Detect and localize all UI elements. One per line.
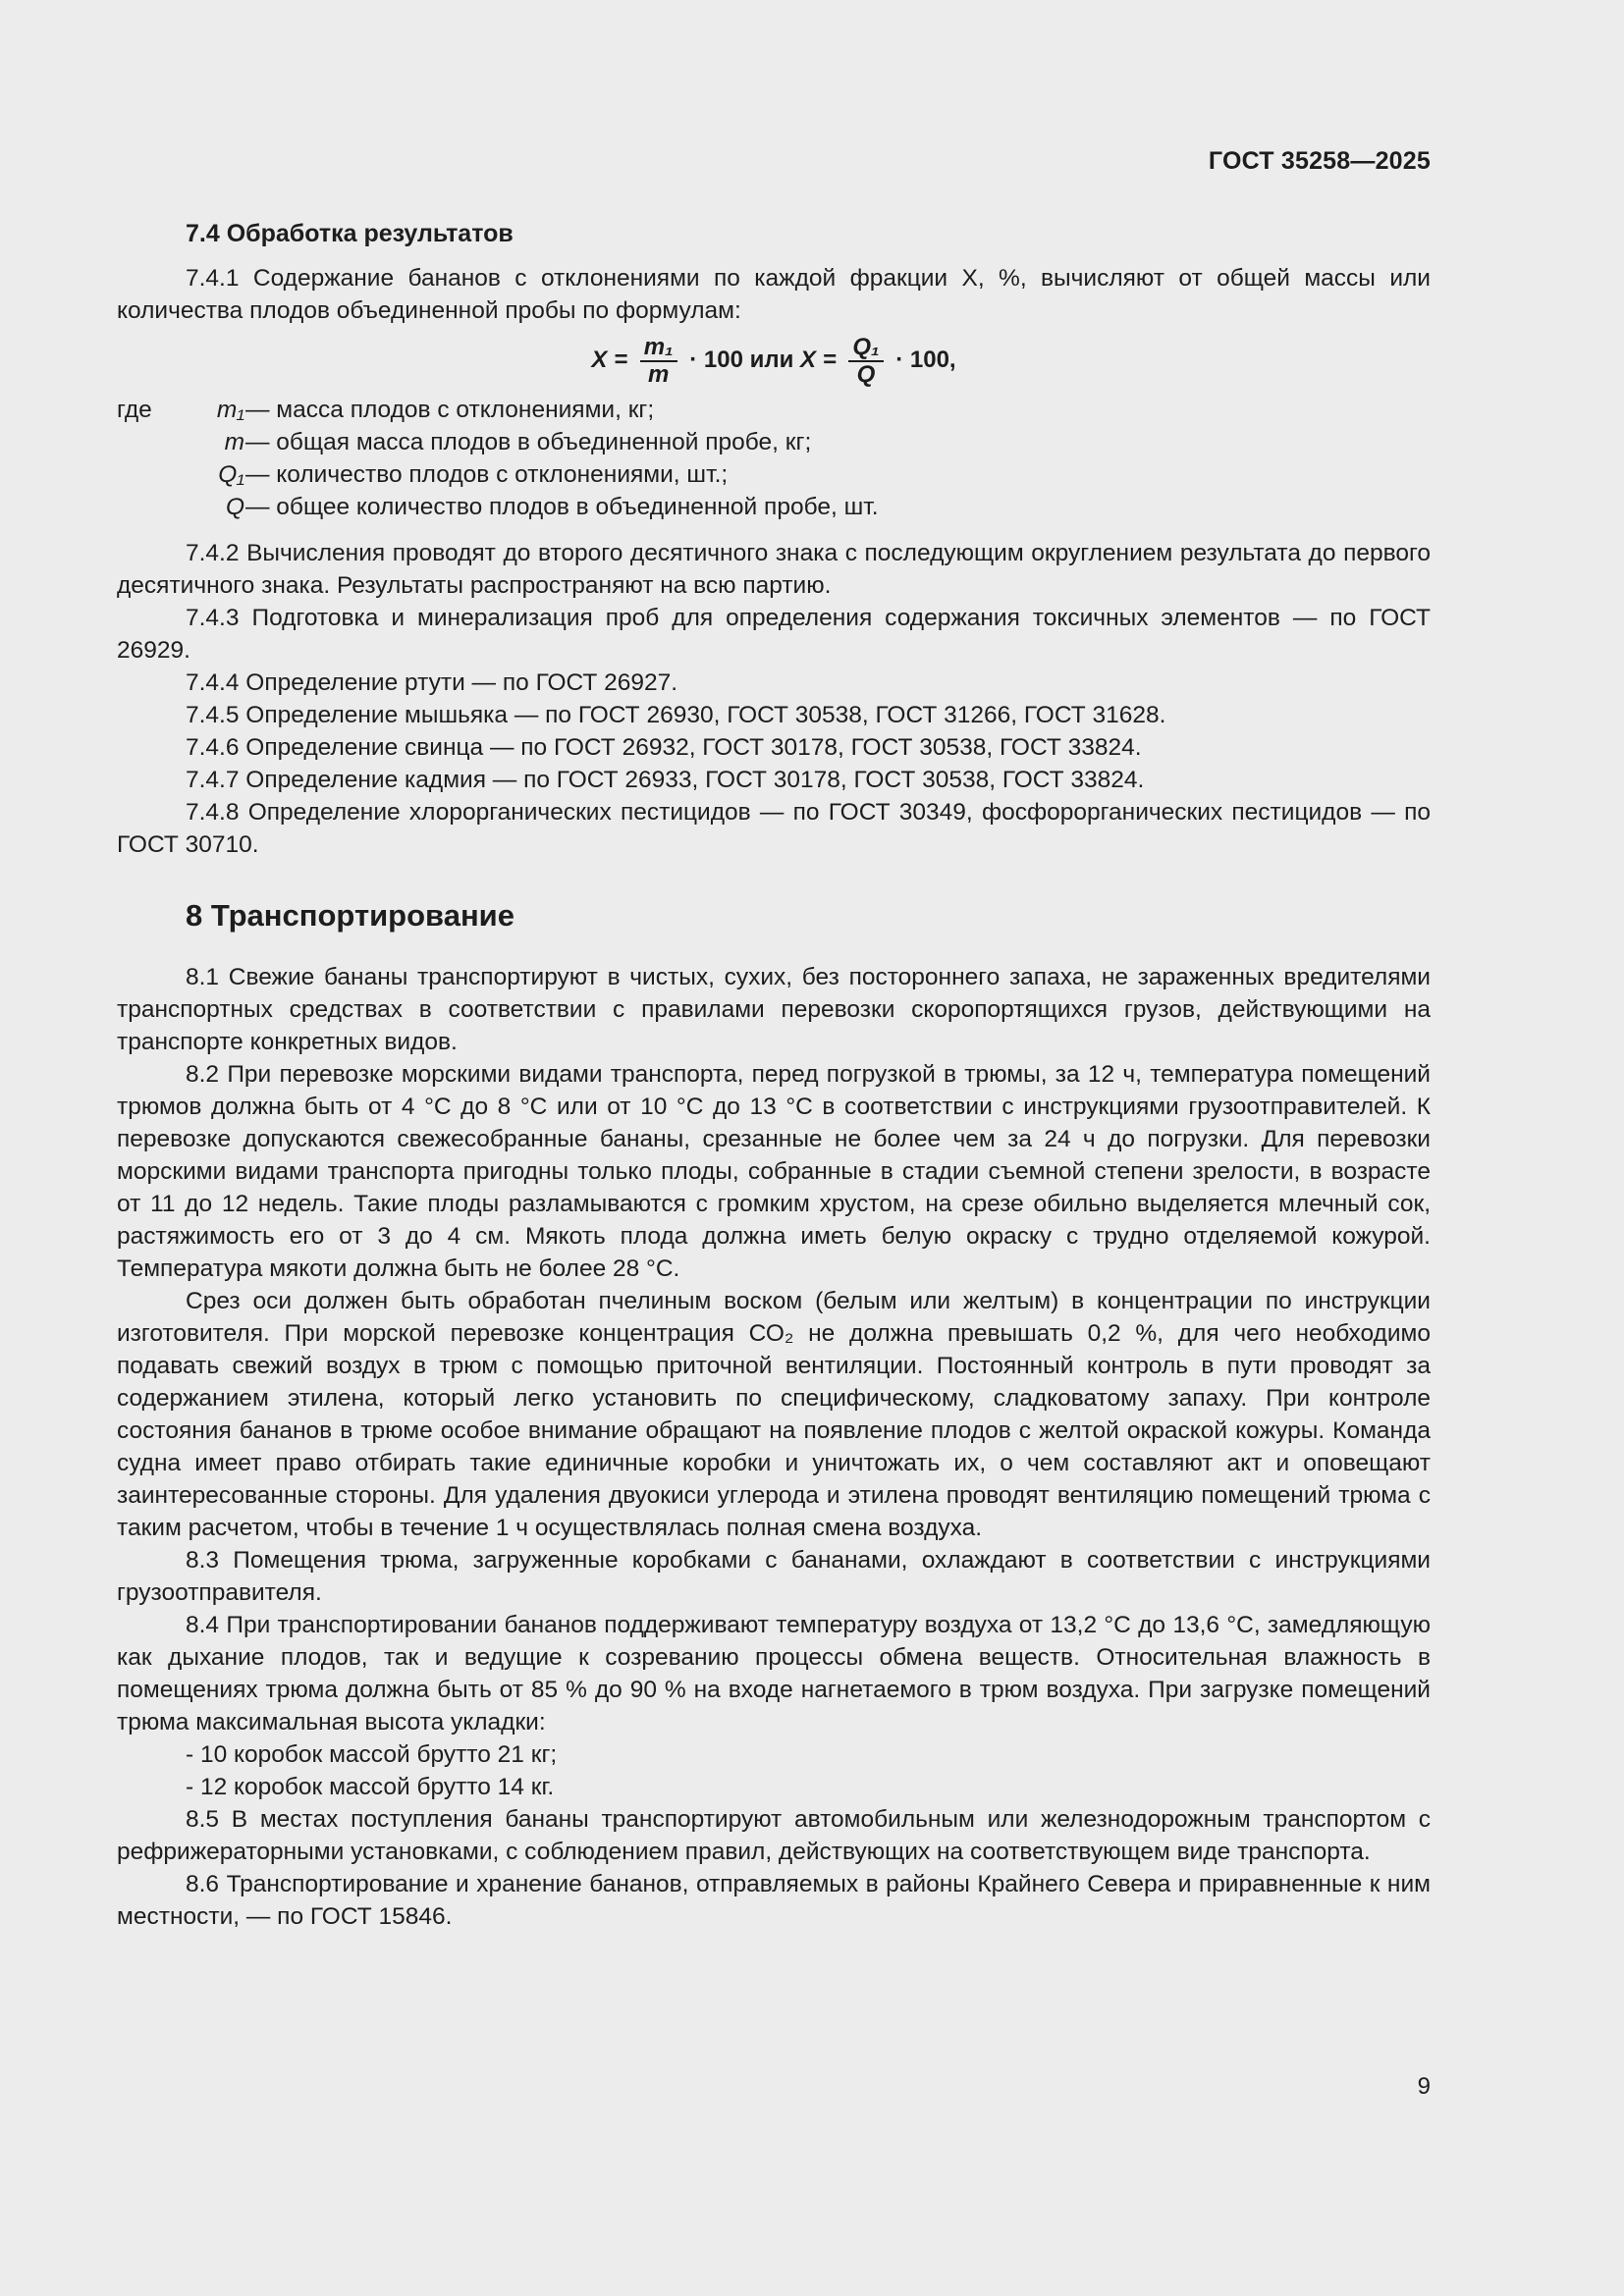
paragraph-8-2: 8.2 При перевозке морскими видами транспорта, перед погрузкой в трюмы, за 12 ч, температура помещений трюмов должна быть от 4 °С до 8 °С или от 10 °С до 13 °С в соответствии с инструкциями грузоотправителей. К перевозке допускаются свежесобранные бананы, срезанные не более чем за 24 ч до погрузки. Для перевозки морскими видами транспорта пригодны только плоды, собранные в стадии съемной степени зрелости, в возрасте от 11 до 12 недель. Такие плоды разламываются с громким хрустом, на срезе обильно выделяется млечный сок, растяжимость его от 3 до 4 см. Мякоть плода должна иметь белую окраску с трудно отделяемой кожурой. Температура мякоти должна быть не более 28 °С. (117, 1061, 1431, 1282)
where-symbol: m (224, 429, 244, 455)
paragraph-7-4-4: 7.4.4 Определение ртути — по ГОСТ 26927. (186, 669, 678, 696)
where-item (117, 426, 1431, 458)
section-8-title: 8 Транспортирование (186, 898, 514, 933)
where-description: — общая масса плодов в объединенной пробе, кг; (245, 429, 812, 455)
fraction-count-denominator: Q (856, 360, 876, 388)
where-description: — общее количество плодов в объединенной пробе, шт. (245, 494, 879, 520)
formula-middle: · 100 или (689, 347, 794, 373)
stack-height-list (117, 1738, 1431, 1803)
paragraph-7-4-6: 7.4.6 Определение свинца — по ГОСТ 26932, ГОСТ 30178, ГОСТ 30538, ГОСТ 33824. (186, 734, 1142, 761)
fraction-mass (640, 335, 677, 388)
paragraph-7-4-3: 7.4.3 Подготовка и минерализация проб для определения содержания токсичных элементов — по ГОСТ 26929. (117, 605, 1431, 664)
section-7-4-title: 7.4 Обработка результатов (186, 220, 514, 247)
where-item (117, 458, 1431, 491)
paragraph-7-4-8: 7.4.8 Определение хлорорганических пестицидов — по ГОСТ 30349, фосфорорганических пестицидов — по ГОСТ 30710. (117, 799, 1431, 858)
where-lead: где (117, 397, 152, 423)
document-code: ГОСТ 35258—2025 (1208, 147, 1431, 175)
page-content (117, 218, 1431, 1933)
paragraph-8-6: 8.6 Транспортирование и хранение бананов, отправляемых в районы Крайнего Севера и приравненные к ним местности, — по ГОСТ 15846. (117, 1871, 1431, 1930)
where-item (117, 394, 1431, 426)
where-list (117, 394, 1431, 523)
list-item: - 10 коробок массой брутто 21 кг; (186, 1741, 558, 1768)
paragraph-7-4-2: 7.4.2 Вычисления проводят до второго десятичного знака с последующим округлением результата до первого десятичного знака. Результаты распространяют на всю партию. (117, 540, 1431, 599)
formula-tail: · 100, (895, 347, 956, 373)
where-description: — масса плодов с отклонениями, кг; (245, 397, 655, 423)
fraction-count (848, 335, 883, 388)
formula-lhs-2: X = (800, 347, 837, 373)
where-symbol: Q (225, 494, 244, 520)
where-symbol: m₁ (216, 397, 244, 423)
fraction-mass-numerator: m₁ (640, 335, 677, 362)
where-item (117, 491, 1431, 523)
paragraph-8-4: 8.4 При транспортировании бананов поддерживают температуру воздуха от 13,2 °С до 13,6 °С, замедляющую как дыхание плодов, так и ведущие к созреванию процессы обмена веществ. Относительная влажность в помещениях трюма должна быть от 85 % до 90 % на входе нагнетаемого в трюм воздуха. При загрузке помещений трюма максимальная высота укладки: (117, 1612, 1431, 1735)
list-item: - 12 коробок массой брутто 14 кг. (186, 1774, 555, 1800)
paragraph-7-4-7: 7.4.7 Определение кадмия — по ГОСТ 26933, ГОСТ 30178, ГОСТ 30538, ГОСТ 33824. (186, 767, 1145, 793)
fraction-mass-denominator: m (648, 360, 670, 388)
where-symbol: Q₁ (218, 461, 244, 488)
paragraph-7-4-1: 7.4.1 Содержание бананов с отклонениями по каждой фракции X, %, вычисляют от общей массы или количества плодов объединенной пробы по формулам: (117, 265, 1431, 324)
formula-lhs-1: X = (591, 347, 628, 373)
paragraph-8-2-cont: Срез оси должен быть обработан пчелиным воском (белым или желтым) в концентрации по инструкции изготовителя. При морской перевозке концентрация СО₂ не должна превышать 0,2 %, для чего необходимо подавать свежий воздух в трюм с помощью приточной вентиляции. Постоянный контроль в пути проводят за содержанием этилена, который легко установить по специфическому, сладковатому запаху. При контроле состояния бананов в трюме особое внимание обращают на появление плодов с желтой окраской кожуры. Команда судна имеет право отбирать такие единичные коробки и уничтожать их, о чем составляют акт и оповещают заинтересованные стороны. Для удаления двуокиси углерода и этилена проводят вентиляцию помещений трюма с таким расчетом, чтобы в течение 1 ч осуществлялась полная смена воздуха. (117, 1288, 1431, 1541)
paragraph-7-4-5: 7.4.5 Определение мышьяка — по ГОСТ 26930, ГОСТ 30538, ГОСТ 31266, ГОСТ 31628. (186, 702, 1166, 728)
fraction-count-numerator: Q₁ (848, 335, 883, 362)
paragraph-8-1: 8.1 Свежие бананы транспортируют в чистых, сухих, без постороннего запаха, не зараженных вредителями транспортных средствах в соответствии с правилами перевозки скоропортящихся грузов, действующими на транспорте конкретных видов. (117, 964, 1431, 1055)
where-description: — количество плодов с отклонениями, шт.; (245, 461, 729, 488)
formula (117, 333, 1431, 388)
paragraph-8-3: 8.3 Помещения трюма, загруженные коробками с бананами, охлаждают в соответствии с инструкциями грузоотправителя. (117, 1547, 1431, 1606)
page-number: 9 (1417, 2073, 1431, 2100)
paragraph-8-5: 8.5 В местах поступления бананы транспортируют автомобильным или железнодорожным транспортом с рефрижераторными установками, с соблюдением правил, действующих на соответствующем виде транспорта. (117, 1806, 1431, 1865)
